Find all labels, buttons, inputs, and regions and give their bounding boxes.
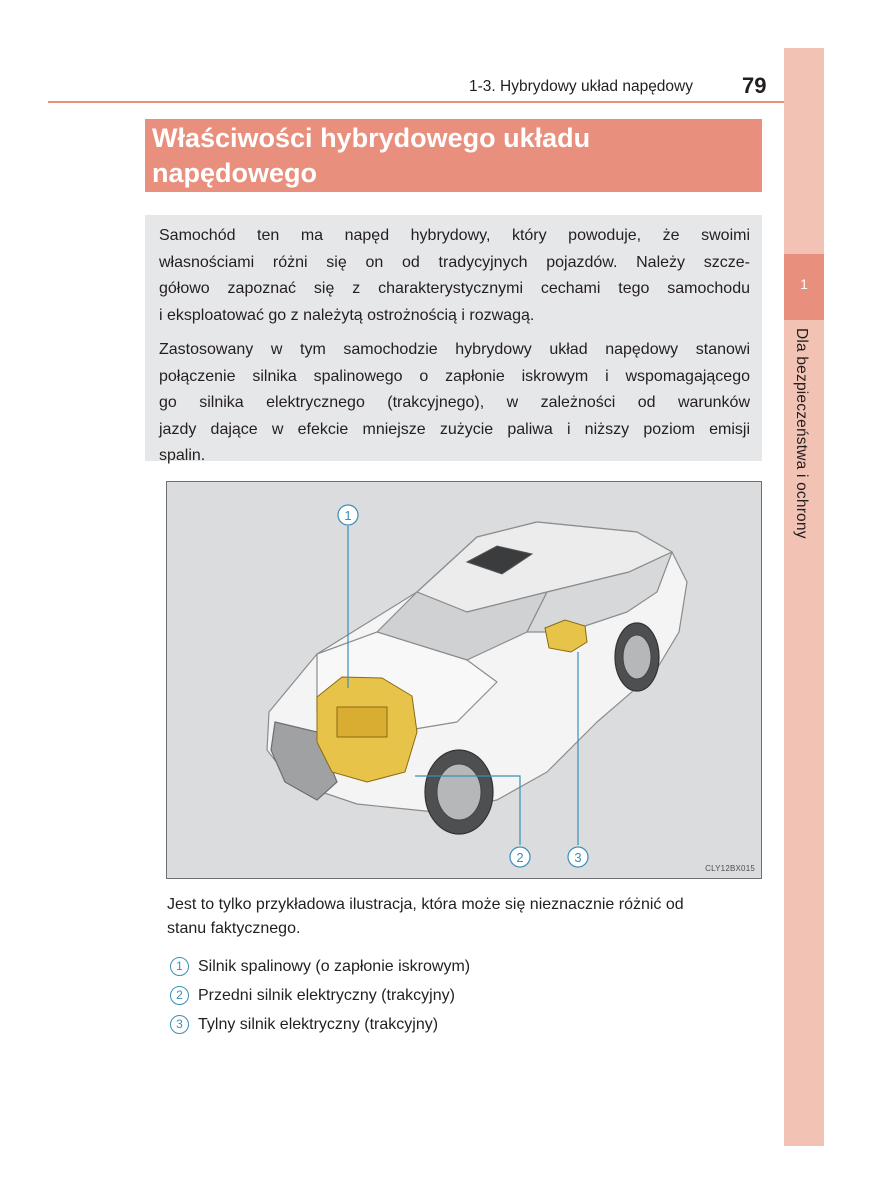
side-tab-chapter-number: 1 [800,276,808,292]
side-tab-strip [784,48,824,1146]
intro-p1-line: własnościami różni się on od tradycyjnych pojazdów. Należy szcze- [159,253,750,271]
intro-p2-line: spalin. [159,447,206,464]
section-title-line-1: Właściwości hybrydowego układu [152,123,591,153]
callout-3-label: 3 [574,850,582,865]
intro-p2-line: połączenie silnika spalinowego o zapłonie iskrowym i wspomagającego [159,367,750,385]
front-wheel-rim [437,764,481,820]
side-tab-chapter-label: Dla bezpieczeństwa i ochrony [793,328,810,539]
intro-p1-line: gółowo zapoznać się z charakterystycznymi cechami tego samochodu [159,280,750,297]
intro-p1-line: Samochód ten ma napęd hybrydowy, który powoduje, że swoimi [159,227,750,244]
intro-p2-line: go silnika elektrycznego (trakcyjnego), w zależności od warunków [159,394,750,411]
rear-wheel-rim [623,635,651,679]
legend-number-circle: 2 [170,986,189,1005]
section-title-line-2: napędowego [152,158,318,188]
intro-p2-line: jazdy dające w efekcie mniejsze zużycie paliwa i niższy poziom emisji [159,420,750,438]
legend-text: Silnik spalinowy (o zapłonie iskrowym) [198,957,471,975]
car-drawing [167,482,761,878]
figure-legend [170,952,470,1039]
page-number: 79 [742,73,767,98]
caption-line-1: Jest to tylko przykładowa ilustracja, która może się nieznacznie różnić od [167,896,684,913]
section-title-box [145,119,762,192]
figure-caption [167,893,684,941]
engine-block-detail [337,707,387,737]
running-header: 1-3. Hybrydowy układ napędowy [468,78,693,95]
header-rule [48,101,784,103]
hybrid-car-illustration [166,481,762,879]
intro-box [145,215,762,464]
legend-number-circle: 3 [170,1015,189,1034]
figure-code: CLY12BX015 [705,864,755,873]
intro-p2-line: Zastosowany w tym samochodzie hybrydowy układ napędowy stanowi [159,341,750,358]
legend-item [170,1010,470,1039]
callout-2-label: 2 [516,850,524,865]
legend-number-circle: 1 [170,957,189,976]
legend-item [170,952,470,981]
legend-text: Przedni silnik elektryczny (trakcyjny) [198,986,455,1004]
callout-1-label: 1 [344,508,352,523]
legend-item [170,981,470,1010]
legend-text: Tylny silnik elektryczny (trakcyjny) [198,1015,439,1033]
intro-p1-line: i eksploatować go z należytą ostrożnością i rozwagą. [159,306,535,324]
caption-line-2: stanu faktycznego. [167,920,301,937]
